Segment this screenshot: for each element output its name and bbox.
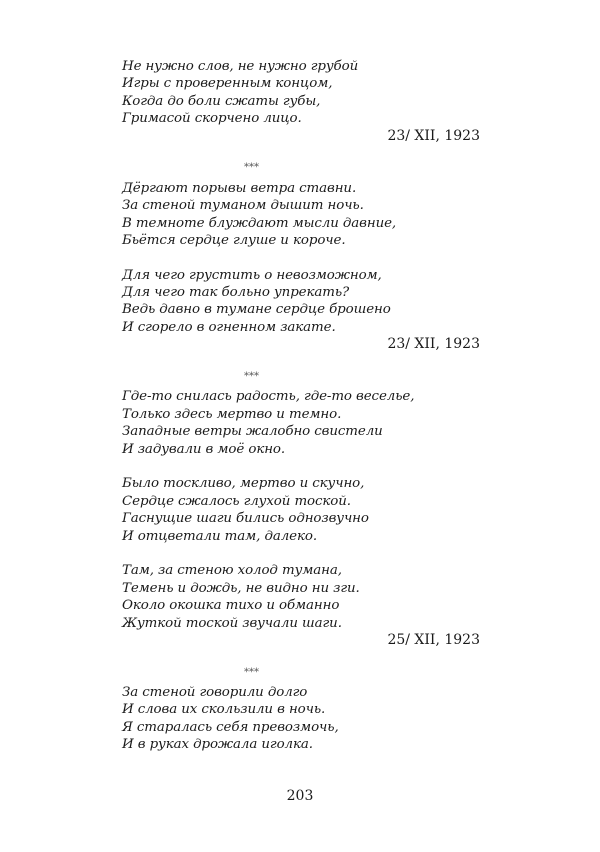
verse-line: Когда до боли сжаты губы, — [122, 93, 321, 109]
blank-line — [122, 354, 480, 371]
verse-line: Там, за стеною холод тумана, — [122, 563, 342, 579]
stanza-break — [122, 458, 480, 475]
verse-line: Ведь давно в тумане сердце брошено — [122, 302, 391, 318]
poem-date: 23/ XII, 1923 — [387, 336, 480, 353]
verse-line: Для чего грустить о невозможном, — [122, 267, 382, 283]
verse-line: Около окошка тихо и обманно — [122, 598, 340, 614]
verse-line: И слова их скользили в ночь. — [122, 702, 326, 718]
verse-line: Бьётся сердце глуше и короче. — [122, 232, 346, 248]
verse-line: За стеной туманом дышит ночь. — [122, 198, 364, 214]
stanza-break — [122, 545, 480, 562]
blank-line — [122, 649, 480, 666]
verse-line: Только здесь мертво и темно. — [122, 406, 342, 422]
verse-line: Дёргают порывы ветра ставни. — [122, 180, 357, 196]
verse-line: Гаснущие шаги бились однозвучно — [122, 511, 369, 527]
verse-line: Гримасой скорчено лицо. — [122, 111, 302, 127]
verse-line: За стеной говорили долго — [122, 685, 308, 701]
verse-line: Западные ветры жалобно свистели — [122, 424, 383, 440]
poem-date: 25/ XII, 1923 — [387, 631, 480, 648]
verse-line: Я старалась себя превозмочь, — [122, 719, 339, 735]
verse-line: Где-то снилась радость, где-то веселье, — [122, 389, 415, 405]
verse-line: И в руках дрожала иголка. — [122, 737, 313, 753]
poem-date: 23/ XII, 1923 — [387, 127, 480, 144]
poem-text — [122, 58, 480, 754]
verse-line: Было тоскливо, мертво и скучно, — [122, 476, 365, 492]
poem-separator: *** — [244, 371, 259, 383]
verse-line: Сердце сжалось глухой тоской. — [122, 493, 351, 509]
page-number: 203 — [286, 788, 314, 804]
verse-line: В темноте блуждают мысли давние, — [122, 215, 397, 231]
verse-line: Темень и дождь, не видно ни зги. — [122, 580, 360, 596]
stanza-break — [122, 249, 480, 266]
verse-line: И задували в моё окно. — [122, 441, 286, 457]
verse-line: Не нужно слов, не нужно грубой — [122, 59, 359, 74]
blank-line — [122, 145, 480, 162]
verse-line: И отцветали там, далеко. — [122, 528, 317, 544]
verse-line: И сгорело в огненном закате. — [122, 319, 336, 335]
verse-line: Для чего так больно упрекать? — [122, 285, 350, 301]
verse-line: Жуткой тоской звучали шаги. — [122, 615, 342, 631]
poem-separator: *** — [244, 162, 259, 174]
poem-separator: *** — [244, 666, 259, 678]
verse-line: Игры с проверенным концом, — [122, 76, 333, 92]
